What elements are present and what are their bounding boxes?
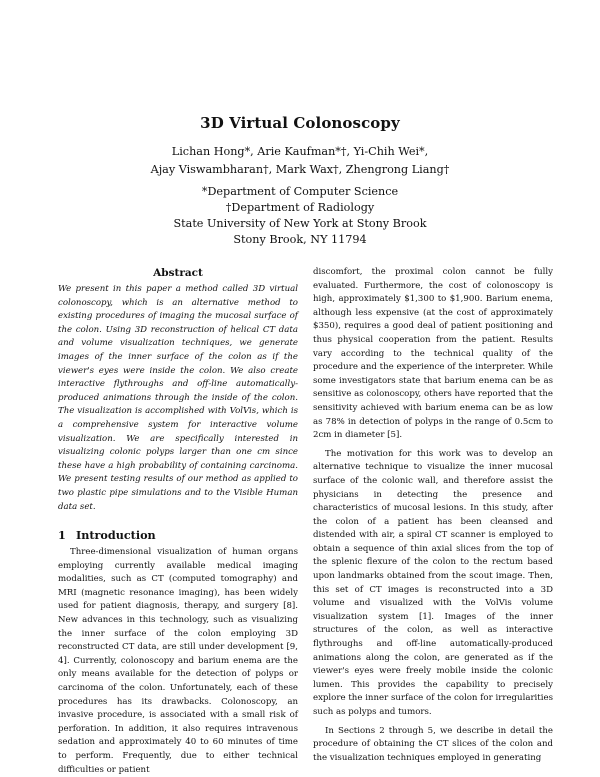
affiliation-line: *Department of Computer Science (201, 185, 399, 198)
intro-paragraph: Three-dimensional visualization of human organs employing currently available medical imaging modalities, such as CT (computed tomography) and MRI (magnetic resonance imaging), has been widely used for patient diagnosis, therapy, and surgery [8]. New advances in this technology, such as visualizing the inner surface of the colon employing 3D reconstructed CT data, are still under development [9, 4]. Currently, colonoscopy and barium enema are the only means available for the detection of polyps or carcinoma of the colon. Unfortunately, each of these procedures has its drawbacks. Colonoscopy, an invasive procedure, is associated with a small risk of perforation. In addition, it also requires intravenous sedation and approximately 40 to 60 minutes of time to perform. Frequently, due to either technical difficulties or patient (58, 547, 298, 775)
abstract-heading: Abstract (153, 267, 203, 279)
body-paragraph: The motivation for this work was to develop an alternative technique to visualize the inner mucosal surface of the colonic wall, and therefore assist the physicians in detecting the presence and characteristics of mucosal lesions. In this study, after the colon of a patient has been cleansed and distended with air, a spiral CT scanner is employed to obtain a sequence of thin axial slices from the top of the splenic flexure of the colon to the rectum based upon landmarks obtained from the scout image. Then, this set of CT images is reconstructed into a 3D volume and visualized with the VolVis volume visualization system [1]. Images of the inner structures of the colon, as well as interactive flythroughs and off-line automatically-produced animations along the colon, are generated as if the viewer's eyes were freely mobile inside the colonic lumen. This provides the capability to precisely explore the inner surface of the colon for irregularities such as polyps and tumors. (313, 448, 553, 717)
affiliation-line: Stony Brook, NY 11794 (233, 233, 367, 246)
author-line: Ajay Viswambharan†, Mark Wax†, Zhengrong Liang† (150, 163, 450, 176)
author-list (0, 143, 600, 179)
section-number: 1 (58, 528, 66, 543)
abstract-text: We present in this paper a method called 3D virtual colonoscopy, which is an alternative method to existing procedures of imaging the mucosal surface of the colon. Using 3D reconstruction of helical CT data and volume visualization techniques, we generate images of the inner surface of the colon as if the viewer's eyes were inside the colon. We also create interactive flythroughs and off-line automatically-produced animations through the inside of the colon. The visualization is accomplished with VolVis, which is a comprehensive system for interactive volume visualization. We are specifically interested in visualizing colonic polyps larger than one cm since these have a high probability of containing carcinoma. We present testing results of our method as applied to two plastic pipe simulations and to the Visible Human data set. (58, 284, 298, 512)
author-line: Lichan Hong*, Arie Kaufman*†, Yi-Chih Wei*, (171, 145, 429, 158)
left-column (58, 266, 298, 777)
body-paragraph: In Sections 2 through 5, we describe in detail the procedure of obtaining the CT slices of the colon and the visualization techniques employed in generating (313, 725, 553, 763)
right-column (313, 266, 553, 765)
body-paragraph: discomfort, the proximal colon cannot be fully evaluated. Furthermore, the cost of colonoscopy is high, approximately $1,300 to $1,900. Barium enema, although less expensive (at the cost of approximately $350), requires a good deal of patient positioning and thus physical cooperation from the patient. Results vary according to the technical quality of the procedure and the experience of the interpreter. While some investigators state that barium enema can be as sensitive as colonoscopy, others have reported that the sensitivity achieved with barium enema can be as low as 78% in detection of polyps in the range of 0.5cm to 2cm in diameter [5]. (313, 267, 553, 441)
paper-title: 3D Virtual Colonoscopy (200, 114, 400, 132)
section-heading-introduction (58, 527, 298, 543)
affiliation-line: State University of New York at Stony Brook (173, 217, 427, 230)
affiliation-line: †Department of Radiology (225, 201, 375, 214)
section-title: Introduction (76, 528, 156, 543)
affiliation-block (0, 184, 600, 248)
